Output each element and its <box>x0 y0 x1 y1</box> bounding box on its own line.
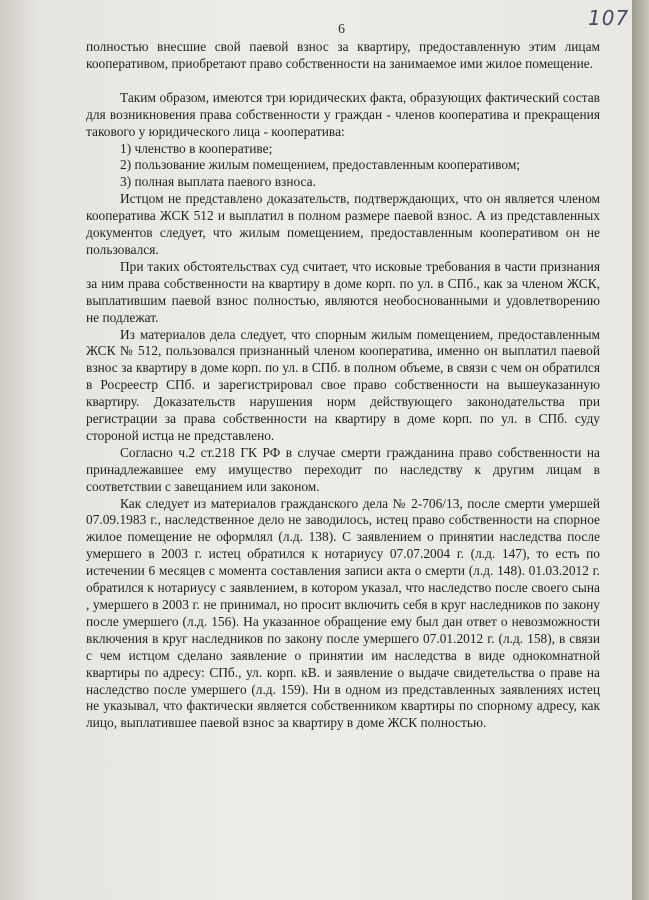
page-edge <box>632 0 649 900</box>
paragraph: Истцом не представлено доказательств, подтверждающих, что он является членом кооператива ЖСК 512 и выплатил в полном размере паевой взнос. А из представленных документов следует, что жилым помещением, предоставленным кооперативом он не пользовался. <box>86 191 600 257</box>
handwritten-page-number: 107 <box>588 6 630 30</box>
paragraph: Таким образом, имеются три юридических факта, образующих фактический состав для возникновения права собственности у граждан - членов кооператива и прекращения такового у юридического лица - кооператива: <box>86 89 600 139</box>
list-item: 2) пользование жилым помещением, предоставленным кооперативом; <box>120 157 521 173</box>
paragraph: При таких обстоятельствах суд считает, что исковые требования в части признания за ним права собственности на квартиру в доме корп. по ул. в СПб., как за членом ЖСК, выплатившим паевой взнос полностью, являются необоснованными и удовлетворению не подлежат. <box>86 258 600 325</box>
list-item: 3) полная выплата паевого взноса. <box>120 174 316 190</box>
page-number: 6 <box>338 22 345 37</box>
document-body <box>86 39 600 732</box>
paragraph: полностью внесшие свой паевой взнос за квартиру, предоставленную этим лицам кооперативом, приобретают право собственности на занимаемое ими жилое помещение. <box>86 39 600 71</box>
paragraph: Как следует из материалов гражданского дела № 2-706/13, после смерти умершей 07.09.1983 г., наследственное дело не заводилось, истец право собственности на спорное жилое помещение не оформлял (л.д. 138). С заявлением о принятии наследства после умершего в 2003 г. истец обратился к нотариусу 07.07.2004 г. (л.д. 147), то есть по истечении 6 месяцев с момента составления записи акта о смерти (л.д. 148). 01.03.2012 г. обратился к нотариусу с заявлением, в котором указал, что наследство после своего сына , умершего в 2003 г. не принимал, но просит включить себя в круг наследников по закону после умершего (л.д. 156). На указанное обращение ему был дан ответ о невозможности включения в круг наследников по закону после умершего 07.01.2012 г. (л.д. 158), в связи с чем истцом сделано заявление о принятии им наследства в виде однокомнатной квартиры по адресу: СПб., ул. корп. кВ. и заявление о выдаче свидетельства о праве на наследство после умершего (л.д. 159). Ни в одном из представленных заявлениях истец не указывал, что фактически является собственником квартиры по спорному адресу, как лицо, выплатившее паевой взнос за квартиру в доме ЖСК полностью. <box>86 495 600 731</box>
list-item: 1) членство в кооперативе; <box>120 140 273 156</box>
paragraph: Согласно ч.2 ст.218 ГК РФ в случае смерти гражданина право собственности на принадлежавшее ему имущество переходит по наследству к другим лицам в соответствии с завещанием или законом. <box>86 444 600 494</box>
paragraph: Из материалов дела следует, что спорным жилым помещением, предоставленным ЖСК № 512, пользовался признанный членом кооператива, именно он выплатил паевой взнос за квартиру в доме корп. по ул. в СПб. в полном объеме, в связи с чем он обратился в Росреестр СПб. и зарегистрировал свое право собственности на вышеуказанную квартиру. Доказательств нарушения норм действующего законодательства при регистрации за права собственности на квартиру в доме корп. по ул. в СПб. суду стороной истца не представлено. <box>86 326 600 443</box>
